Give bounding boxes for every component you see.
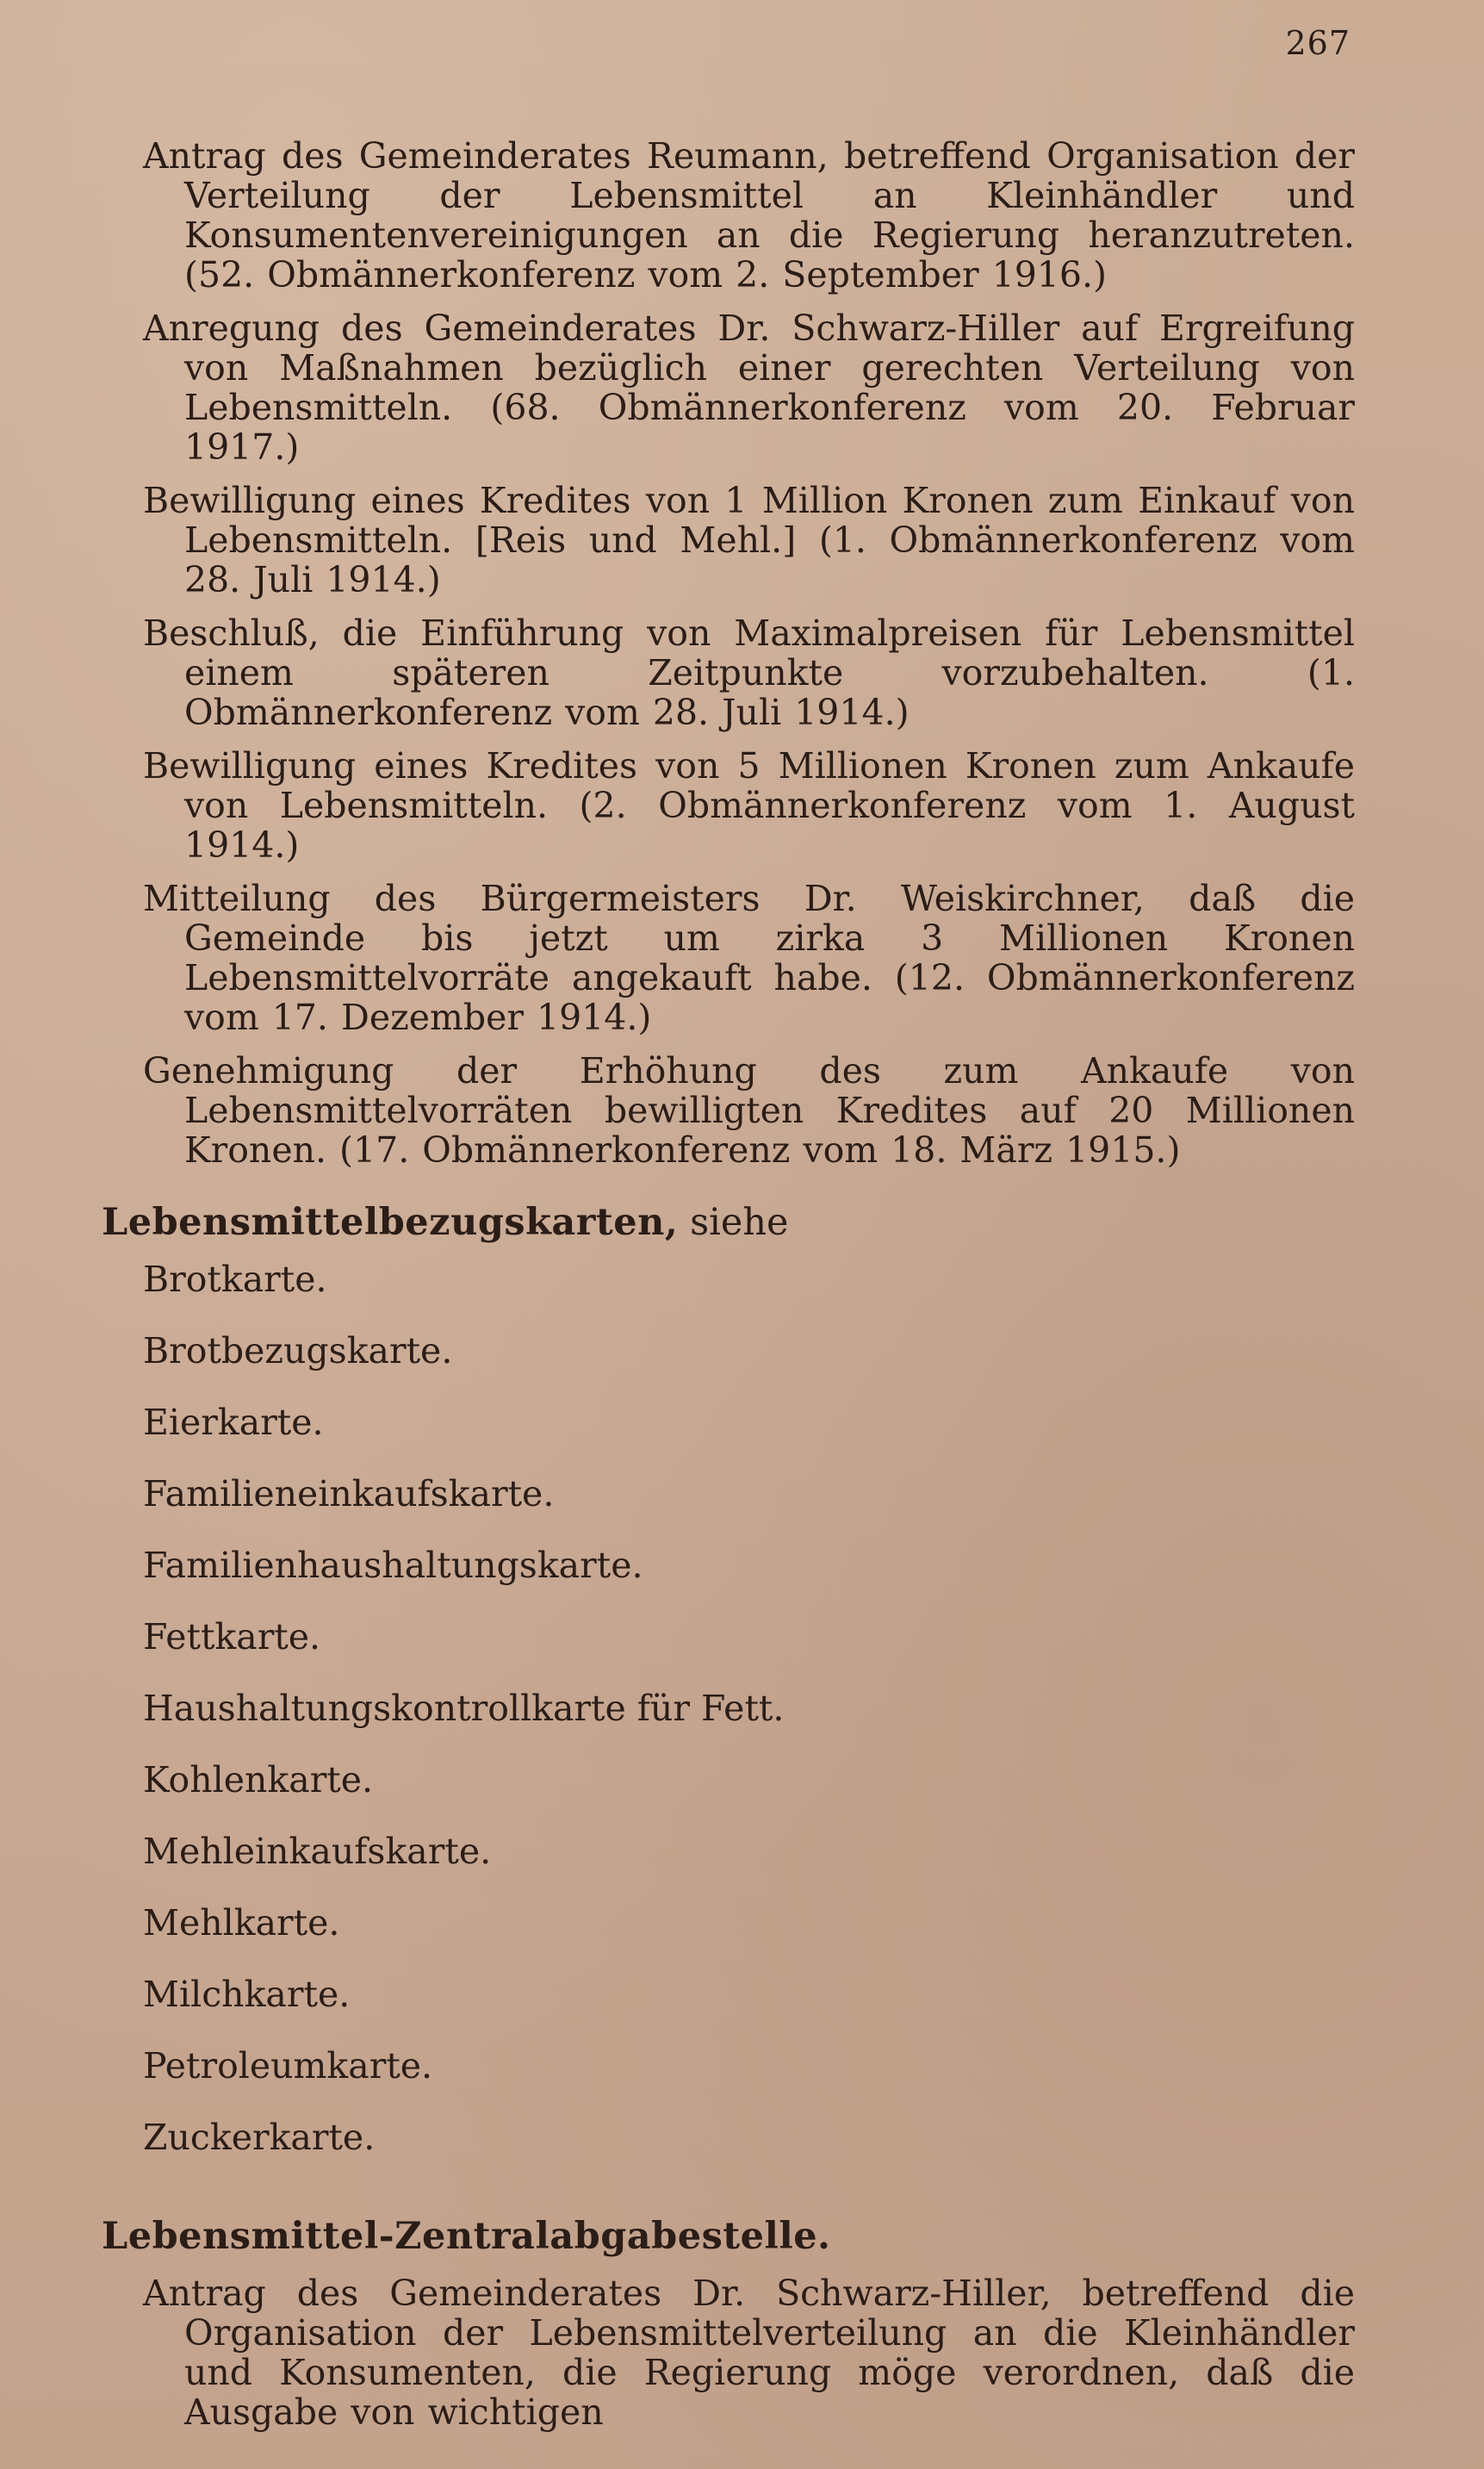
- see-item-petroleumkarte: Petroleumkarte.: [143, 2045, 433, 2087]
- heading-see-reference: siehe: [690, 1201, 789, 1244]
- heading-lebensmittelbezugskarten-title: Lebensmittelbezugskarten,: [102, 1201, 679, 1244]
- see-item-mehleinkaufskarte: Mehleinkaufskarte.: [143, 1831, 492, 1872]
- entry-kredit-20-millionen: Genehmigung der Erhöhung des zum Ankaufe von Lebensmittelvorräten bewilligten Kredites auf 20 Millionen Kronen. (17. Obmännerkonferenz vom 18. März 1915.): [143, 1050, 1355, 1171]
- entry-weiskirchner-mitteilung: Mitteilung des Bürgermeisters Dr. Weiskirchner, daß die Gemeinde bis jetzt um zirka 3 Millionen Kronen Lebensmittelvorräte angekauft habe. (12. Obmännerkonferenz vom 17. Dezember 1914.): [143, 878, 1355, 1038]
- see-item-kohlenkarte: Kohlenkarte.: [143, 1759, 374, 1800]
- heading-lebensmittelbezugskarten: [102, 1201, 1355, 1244]
- entry-reumann-antrag: Antrag des Gemeinderates Reumann, betreffend Organisation der Verteilung der Lebensmittel an Kleinhändler und Konsumentenvereinigungen an die Regierung heranzutreten. (52. Obmännerkonferenz vom 2. September 1916.): [143, 135, 1355, 295]
- entry-kredit-5-millionen: Bewilligung eines Kredites von 5 Millionen Kronen zum Ankaufe von Lebensmitteln. (2. Obmännerkonferenz vom 1. August 1914.): [143, 745, 1355, 866]
- see-item-mehlkarte: Mehlkarte.: [143, 1902, 340, 1943]
- see-item-milchkarte: Milchkarte.: [143, 1974, 351, 2015]
- see-item-brotbezugskarte: Brotbezugskarte.: [143, 1330, 453, 1371]
- entry-kredit-1-million: Bewilligung eines Kredites von 1 Million Kronen zum Einkauf von Lebensmitteln. [Reis und Mehl.] (1. Obmännerkonferenz vom 28. Juli 1914.): [143, 480, 1355, 600]
- see-item-familieneinkaufskarte: Familieneinkaufskarte.: [143, 1473, 555, 1514]
- see-item-zuckerkarte: Zuckerkarte.: [143, 2117, 376, 2158]
- entry-schwarz-hiller-anregung: Anregung des Gemeinderates Dr. Schwarz-Hiller auf Ergreifung von Maßnahmen bezüglich einer gerechten Verteilung von Lebensmitteln. (68. Obmännerkonferenz vom 20. Februar 1917.): [143, 308, 1355, 468]
- entry-zentral-schwarz-hiller-antrag: Antrag des Gemeinderates Dr. Schwarz-Hiller, betreffend die Organisation der Lebensmittelverteilung an die Kleinhändler und Konsumenten, die Regierung möge verordnen, daß die Ausgabe von wichtigen: [143, 2273, 1355, 2433]
- see-item-eierkarte: Eierkarte.: [143, 1402, 324, 1443]
- heading-zentralabgabestelle-title: Lebensmittel-Zentralabgabestelle.: [102, 2215, 831, 2258]
- see-item-brotkarte: Brotkarte.: [143, 1259, 327, 1300]
- see-item-familienhaushaltungskarte: Familienhaushaltungskarte.: [143, 1545, 643, 1586]
- page-content: [102, 136, 1355, 2446]
- see-item-fettkarte: Fettkarte.: [143, 1616, 321, 1657]
- see-item-haushaltungskontrollkarte: Haushaltungskontrollkarte für Fett.: [143, 1688, 785, 1729]
- heading-zentralabgabestelle: [102, 2215, 1355, 2258]
- see-reference-list: [102, 1259, 1355, 2189]
- page-number: 267: [1285, 24, 1351, 62]
- entry-maximalpreise-beschluss: Beschluß, die Einführung von Maximalpreisen für Lebensmittel einem späteren Zeitpunkte vorzubehalten. (1. Obmännerkonferenz vom 28. Juli 1914.): [143, 613, 1355, 733]
